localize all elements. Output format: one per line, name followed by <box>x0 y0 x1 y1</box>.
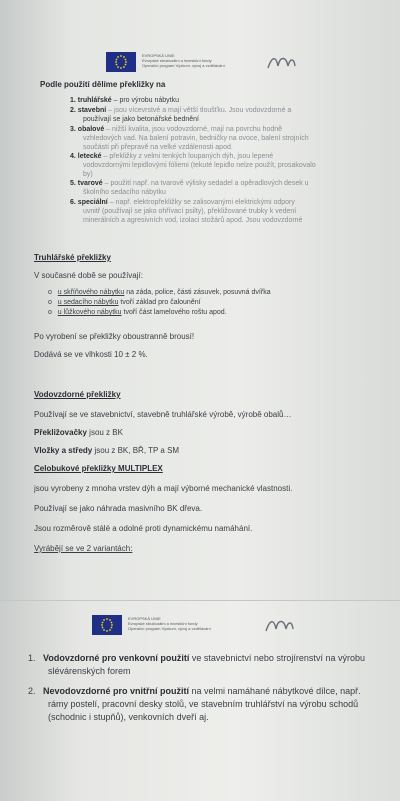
note-vlhkost: Dodává se ve vlhkosti 10 ± 2 %. <box>34 350 148 359</box>
multiplex-line-1: jsou vyrobeny z mnoha vrstev dýh a mají výborné mechanické vlastnosti. <box>34 484 293 493</box>
eu-line-3: Operační program Výzkum, vývoj a vzdělávání <box>128 626 211 631</box>
eu-line-2: Evropské strukturální a investiční fondy <box>128 621 198 626</box>
eu-header-text-2 <box>128 616 211 631</box>
page-2 <box>0 600 400 801</box>
type-item-1: 1. truhlářské – pro výrobu nábytku <box>70 97 179 104</box>
type-item-2: 2. stavební – jsou vícevrstvé a mají větší tloušťku. Jsou vodovzdorné a <box>70 107 292 114</box>
type-item-2-cont: používají se jako betonářské bednění <box>83 116 199 123</box>
heading-vodovzdorne: Vodovzdorné překližky <box>34 390 121 399</box>
type-item-6-cont-2: minerálních a agresivních vod, izolaci stožárů apod. Jsou vodovzdorné <box>83 217 303 224</box>
preklizovacky-line: Překližovačky jsou z BK <box>34 428 123 437</box>
variant-2: 2. Nevodovzdorné pro vnitřní použití na velmi namáhané nábytkové dílce, např. <box>28 686 361 696</box>
eu-header-text <box>142 53 225 68</box>
type-item-4-cont-2: by) <box>83 171 93 178</box>
type-item-6-cont-1: uvnitř (používají se jako ohřívací psilty), překližované trubky k vedení <box>83 208 297 215</box>
variant-1: 1. Vodovzdorné pro venkovní použití ve stavebnictví nebo strojírenství na výrobu <box>28 653 365 663</box>
vlozky-line: Vložky a středy jsou z BK, BŘ, TP a SM <box>34 446 180 455</box>
variant-2-cont-2: (schodnic i stupňů), venkovních dveří aj. <box>48 712 209 722</box>
note-brousi: Po vyrobení se překližky oboustranně brousí! <box>34 332 195 341</box>
variants-line: Vyrábějí se ve 2 variantách: <box>34 544 133 553</box>
type-item-5: 5. tvarové – použití např. na tvarově výlisky sedadel a opěradlových desek u <box>70 180 309 187</box>
type-item-3-cont-1: vzhledových vad. Na balení potravin, bedničky na ovoce, balení strojních <box>83 135 309 142</box>
type-item-3: 3. obalové – nižší kvalita, jsou vodovzdorné, mají na povrchu hodně <box>70 126 283 133</box>
truhlarske-intro: V současné době se používají: <box>34 271 143 280</box>
type-item-4-cont-1: vodovzdornými lepidlovými fóliemi (tekuté lepidlo nelze použít, prosakovalo <box>83 162 316 169</box>
ministry-logo-icon <box>262 615 296 635</box>
type-item-3-cont-2: součástí při přepravě na velké vzdálenosti apod. <box>83 144 233 151</box>
multiplex-line-2: Používají se jako náhrada masivního BK dřeva. <box>34 504 203 513</box>
eu-line-1: EVROPSKÁ UNIE <box>142 53 175 58</box>
intro-text: Podle použití dělíme překližky na <box>40 80 166 89</box>
eu-header <box>106 52 316 74</box>
bullet-item: o u skříňového nábytku na záda, police, části zásuvek, posuvná dvířka <box>48 289 271 296</box>
eu-line-2: Evropské strukturální a investiční fondy <box>142 58 212 63</box>
type-item-5-cont: školního sedacího nábytku <box>83 189 166 196</box>
bullet-item: o u sedacího nábytku tvoří základ pro čalounění <box>48 299 201 306</box>
vodovzdorne-use: Používají se ve stavebnictví, stavebně truhlářské výrobě, výrobě obalů… <box>34 410 292 419</box>
variant-1-cont: slévárenských forem <box>48 666 131 676</box>
eu-flag-icon <box>92 615 122 635</box>
type-item-4: 4. letecké – překližky z velmi tenkých loupaných dýh, jsou lepené <box>70 153 274 160</box>
eu-flag-icon <box>106 52 136 72</box>
ministry-logo-icon <box>264 52 298 72</box>
bullet-item: o u lůžkového nábytku tvoří část lamelového roštu apod. <box>48 309 227 316</box>
heading-truhlarske: Truhlářské překližky <box>34 253 111 262</box>
variant-2-cont-1: rámy postelí, pracovní desky stolů, ve stavebním truhlářství na výrobu schodů <box>48 699 359 709</box>
eu-line-1: EVROPSKÁ UNIE <box>128 616 161 621</box>
heading-multiplex: Celobukové překližky MULTIPLEX <box>34 464 163 473</box>
eu-line-3: Operační program Výzkum, vývoj a vzdělávání <box>142 63 225 68</box>
type-item-6: 6. speciální – např. elektropřekližky se zalisovanými elektrickými odpory <box>70 199 295 206</box>
eu-header-2 <box>92 615 302 637</box>
multiplex-line-3: Jsou rozměrově stálé a odolné proti dynamickému namáhání. <box>34 524 253 533</box>
